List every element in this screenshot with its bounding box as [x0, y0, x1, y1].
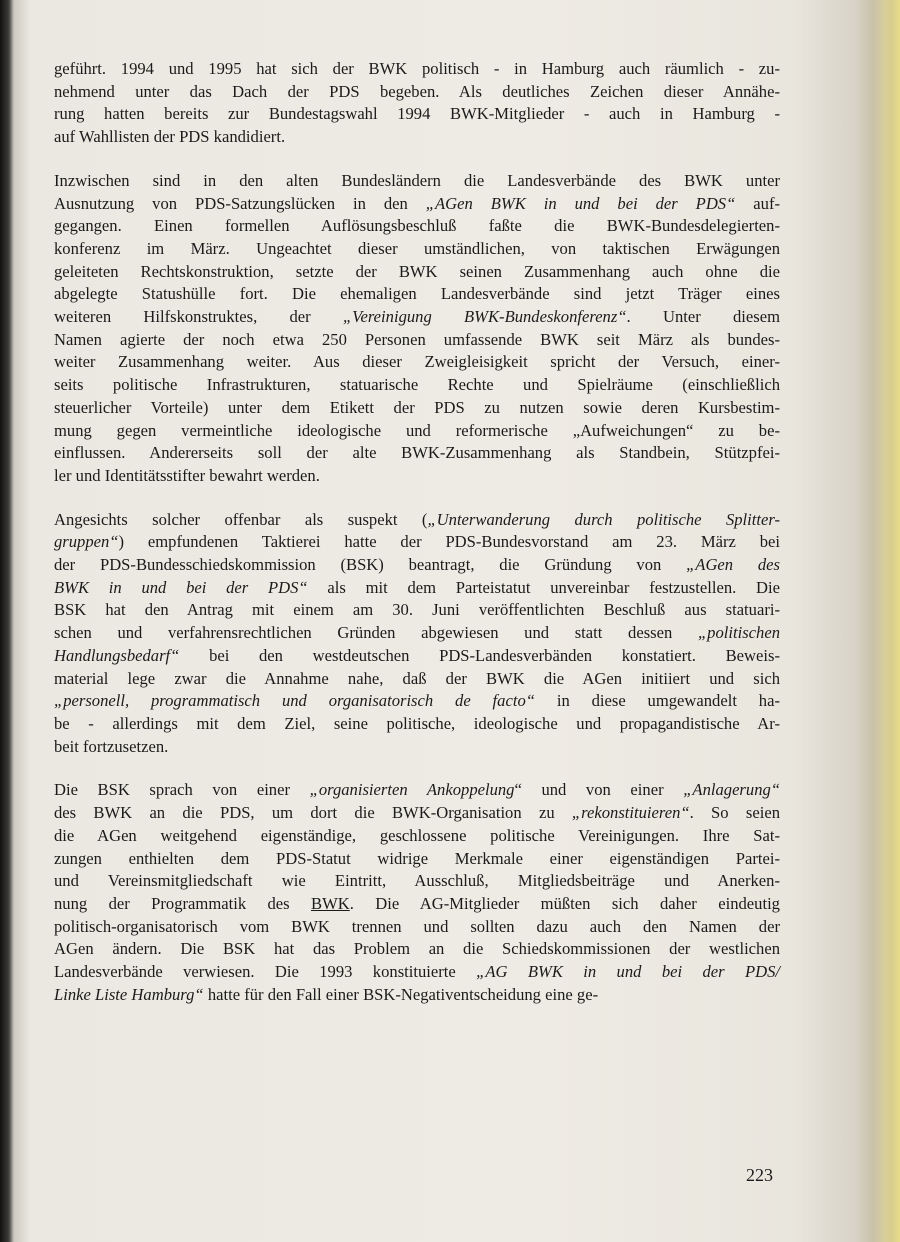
text-line: [54, 261, 780, 284]
text-segment: AGen ändern. Die BSK hat das Problem an die Schiedskommissionen der westlichen: [54, 939, 780, 959]
text-line: [54, 465, 780, 488]
text-segment: der PDS-Bundesschiedskommission (BSK) beantragt, die Gründung von: [54, 555, 687, 575]
text-segment: geführt. 1994 und 1995 hat sich der BWK politisch - in Hamburg auch räumlich - zu-: [54, 59, 780, 78]
text-line: [54, 690, 780, 713]
text-line: [54, 779, 780, 802]
italic-quote: Linke Liste Hamburg“: [54, 984, 204, 1004]
text-line: [54, 397, 780, 420]
text-line: [54, 577, 780, 600]
italic-quote: BWK in und bei der PDS“: [54, 577, 308, 597]
text-segment: ler und Identitätsstifter bewahrt werden.: [54, 465, 320, 485]
italic-quote: Handlungsbedarf“: [54, 645, 180, 665]
text-line: [54, 802, 780, 825]
text-segment: BWK: [311, 893, 350, 913]
italic-quote: „rekonstituieren“: [571, 803, 690, 823]
text-line: [54, 893, 780, 916]
text-segment: und Vereinsmitgliedschaft wie Eintritt, Ausschluß, Mitgliedsbeiträge und Anerken-: [54, 871, 780, 891]
italic-quote: „politischen: [697, 623, 780, 643]
text-segment: steuerlicher Vorteile) unter dem Etikett der PDS zu nutzen sowie deren Kursbestim-: [54, 397, 780, 417]
text-segment: weiter Zusammenhang weiter. Aus dieser Zweigleisigkeit spricht der Versuch, einer-: [54, 352, 780, 372]
text-line: [54, 736, 780, 759]
text-line: [54, 374, 780, 397]
text-segment: gegangen. Einen formellen Auflösungsbeschluß faßte die BWK-Bundesdelegierten-: [54, 216, 780, 236]
text-segment: beit fortzusetzen.: [54, 736, 169, 756]
italic-quote: „Unterwanderung durch politische Splitter-: [427, 509, 780, 529]
text-segment: weiteren Hilfskonstruktes, der: [54, 307, 343, 327]
text-line: [54, 283, 780, 306]
text-line: [54, 961, 780, 984]
text-line: [54, 938, 780, 961]
text-line: [54, 103, 780, 126]
text-line: [54, 645, 780, 668]
italic-quote: „Anlagerung“: [683, 780, 781, 800]
text-line: [54, 509, 780, 532]
text-segment: nung der Programmatik des: [54, 893, 312, 913]
text-segment: bei den westdeutschen PDS-Landesverbänden konstatiert. Beweis-: [179, 645, 780, 665]
text-segment: mung gegen vermeintliche ideologische und reformerische „Aufweichungen“ zu be-: [54, 420, 780, 440]
text-segment: seits politische Infrastrukturen, statuarische Rechte und Spielräume (einschließlich: [54, 375, 780, 395]
text-line: [54, 193, 780, 216]
text-segment: . Unter diesem: [626, 307, 780, 327]
text-line: [54, 306, 780, 329]
text-segment: die AGen weitgehend eigenständige, geschlossene politische Vereinigungen. Ihre Sat-: [54, 825, 780, 845]
italic-quote: gruppen“: [54, 532, 119, 552]
paragraph: [54, 779, 780, 1006]
text-segment: rung hatten bereits zur Bundestagswahl 1994 BWK-Mitglieder - auch in Hamburg -: [54, 104, 780, 124]
italic-quote: „organisierten Ankoppelung: [309, 780, 515, 800]
text-line: [54, 238, 780, 261]
text-segment: politisch-organisatorisch vom BWK trennen und sollten dazu auch den Namen der: [54, 916, 780, 936]
book-binding-shadow: [0, 0, 14, 1242]
text-segment: des BWK an die PDS, um dort die BWK-Organisation zu: [54, 803, 572, 823]
text-segment: zungen enthielten dem PDS-Statut widrige Merkmale einer eigenständigen Partei-: [54, 848, 780, 868]
italic-quote: „personell, programmatisch und organisatorisch de facto“: [54, 691, 535, 711]
text-segment: abgelegte Statushülle fort. Die ehemaligen Landesverbände sind jetzt Träger eines: [54, 284, 780, 304]
italic-quote: „AGen des: [686, 555, 780, 575]
text-line: [54, 870, 780, 893]
paragraph: [54, 509, 780, 759]
text-segment: . Die AG-Mitglieder müßten sich daher eindeutig: [349, 893, 780, 913]
text-line: [54, 825, 780, 848]
text-segment: konferenz im März. Ungeachtet dieser umständlichen, von taktischen Erwägungen: [54, 238, 780, 258]
text-segment: Inzwischen sind in den alten Bundesländern die Landesverbände des BWK unter: [54, 170, 780, 190]
text-line: [54, 713, 780, 736]
text-segment: ) empfundenen Taktierei hatte der PDS-Bundesvorstand am 23. März bei: [118, 532, 780, 552]
text-segment: Landesverbände verwiesen. Die 1993 konstituierte: [54, 962, 477, 982]
text-line: [54, 599, 780, 622]
text-segment: Ausnutzung von PDS-Satzungslücken in den: [54, 193, 426, 213]
text-segment: Angesichts solcher offenbar als suspekt (: [54, 509, 428, 529]
page-edge: [882, 0, 900, 1242]
text-line: [54, 126, 780, 149]
text-segment: Die BSK sprach von einer: [54, 780, 310, 800]
text-line: [54, 848, 780, 871]
text-line: [54, 215, 780, 238]
italic-quote: „AGen BWK in und bei der PDS“: [425, 193, 736, 213]
text-segment: hatte für den Fall einer BSK-Negativentscheidung eine ge-: [203, 984, 599, 1004]
italic-quote: „AG BWK in und bei der PDS/: [476, 962, 781, 982]
text-line: [54, 420, 780, 443]
text-segment: geleiteten Rechtskonstruktion, setzte der BWK seinen Zusammenhang auch ohne die: [54, 261, 780, 281]
italic-quote: „Vereinigung BWK-Bundeskonferenz“: [342, 307, 627, 327]
text-segment: “ und von einer: [514, 780, 684, 800]
text-segment: BSK hat den Antrag mit einem am 30. Juni veröffentlichten Beschluß aus statuari-: [54, 600, 780, 620]
text-line: [54, 170, 780, 193]
text-segment: in diese umgewandelt ha-: [534, 691, 780, 711]
text-segment: einflussen. Andererseits soll der alte BWK-Zusammenhang als Standbein, Stützpfei-: [54, 443, 780, 463]
text-segment: nehmend unter das Dach der PDS begeben. Als deutliches Zeichen dieser Annähe-: [54, 81, 780, 101]
body-text: [54, 58, 780, 1027]
text-line: [54, 668, 780, 691]
text-segment: material lege zwar die Annahme nahe, daß der BWK die AGen initiiert und sich: [54, 668, 780, 688]
text-line: [54, 984, 780, 1007]
text-segment: Namen agierte der noch etwa 250 Personen umfassende BWK seit März als bundes-: [54, 329, 780, 349]
text-line: [54, 916, 780, 939]
text-segment: auf Wahllisten der PDS kandidiert.: [54, 127, 286, 147]
text-line: [54, 58, 780, 81]
text-line: [54, 351, 780, 374]
text-segment: auf-: [735, 193, 781, 213]
text-segment: . So seien: [689, 803, 780, 823]
text-line: [54, 329, 780, 352]
text-segment: be - allerdings mit dem Ziel, seine politische, ideologische und propagandistische Ar-: [54, 713, 780, 733]
page-number: 223: [746, 1165, 773, 1185]
text-segment: als mit dem Parteistatut unvereinbar festzustellen. Die: [307, 577, 780, 597]
paragraph: [54, 170, 780, 488]
paragraph: [54, 58, 780, 149]
text-line: [54, 554, 780, 577]
text-line: [54, 622, 780, 645]
text-segment: schen und verfahrensrechtlichen Gründen abgewiesen und statt dessen: [54, 623, 698, 643]
text-line: [54, 81, 780, 104]
text-line: [54, 442, 780, 465]
text-line: [54, 531, 780, 554]
